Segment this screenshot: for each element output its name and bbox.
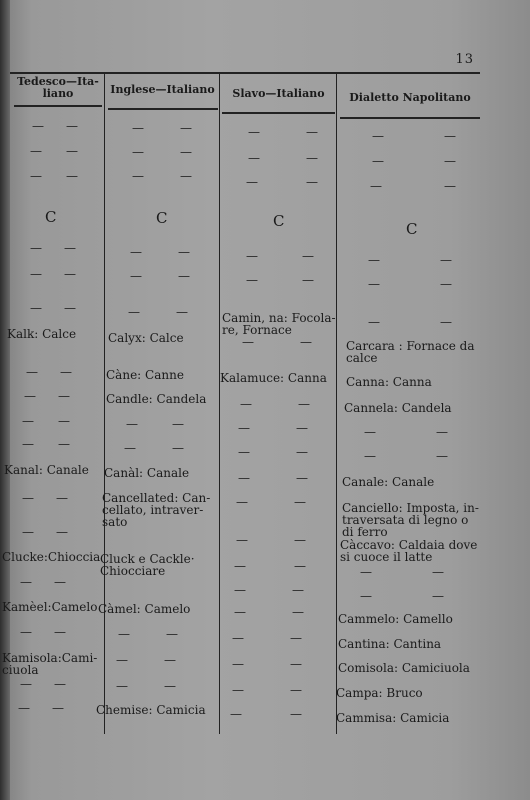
dash-mark: —: [130, 245, 142, 259]
dash-mark: —: [30, 267, 42, 281]
dash-mark: —: [24, 389, 36, 403]
header-rule-col4: [340, 117, 480, 119]
dash-mark: —: [176, 305, 188, 319]
dash-mark: —: [246, 249, 258, 263]
entry-cantina: Cantina: Cantina: [338, 637, 442, 651]
header-dialetto-napolitano: Dialetto Napolitano: [349, 91, 471, 104]
dash-mark: —: [180, 169, 192, 183]
page-number: 13: [455, 52, 474, 67]
dash-mark: —: [32, 119, 44, 133]
entry-kamisola: Kamisola:Cami- ciuola: [2, 651, 98, 677]
dash-mark: —: [164, 679, 176, 693]
dash-mark: —: [248, 151, 260, 165]
dash-mark: —: [58, 414, 70, 428]
dash-mark: —: [56, 491, 68, 505]
dash-mark: —: [54, 677, 66, 691]
dash-mark: —: [128, 305, 140, 319]
dash-mark: —: [298, 397, 310, 411]
dash-mark: —: [166, 627, 178, 641]
dash-mark: —: [132, 169, 144, 183]
dash-mark: —: [440, 277, 452, 291]
dash-mark: —: [66, 144, 78, 158]
dash-mark: —: [236, 495, 248, 509]
dash-mark: —: [440, 315, 452, 329]
dash-mark: —: [64, 267, 76, 281]
entry-camin: Camin, na: Focola- re, Fornace: [222, 311, 336, 337]
dash-mark: —: [368, 315, 380, 329]
dash-mark: —: [432, 589, 444, 603]
dash-mark: —: [132, 121, 144, 135]
header-rule-col1: [14, 105, 102, 107]
dash-mark: —: [294, 495, 306, 509]
dash-mark: —: [364, 425, 376, 439]
entry-cane: Càne: Canne: [106, 368, 184, 382]
dash-mark: —: [30, 144, 42, 158]
dash-mark: —: [292, 605, 304, 619]
dash-mark: —: [126, 417, 138, 431]
dash-mark: —: [248, 125, 260, 139]
dash-mark: —: [22, 525, 34, 539]
dash-mark: —: [180, 121, 192, 135]
entry-chemise: Chemise: Camicia: [96, 703, 206, 717]
entry-comisola: Comisola: Camiciuola: [338, 661, 470, 675]
dash-mark: —: [294, 559, 306, 573]
dash-mark: —: [296, 445, 308, 459]
dash-mark: —: [294, 533, 306, 547]
dash-mark: —: [178, 245, 190, 259]
dash-mark: —: [30, 301, 42, 315]
header-tedesco-italiano: Tedesco—Ita- liano: [17, 75, 99, 100]
entry-campa: Campa: Bruco: [336, 686, 423, 700]
dash-mark: —: [58, 389, 70, 403]
dash-mark: —: [234, 605, 246, 619]
dash-mark: —: [246, 175, 258, 189]
dash-mark: —: [238, 445, 250, 459]
dash-mark: —: [232, 683, 244, 697]
dash-mark: —: [130, 269, 142, 283]
dash-mark: —: [26, 365, 38, 379]
entry-canna: Canna: Canna: [346, 375, 432, 389]
dash-mark: —: [178, 269, 190, 283]
dash-mark: —: [234, 583, 246, 597]
dash-mark: —: [30, 169, 42, 183]
dash-mark: —: [54, 625, 66, 639]
dash-mark: —: [116, 679, 128, 693]
dash-mark: —: [20, 677, 32, 691]
dash-mark: —: [360, 565, 372, 579]
entry-clucke: Clucke:Chioccia: [2, 550, 101, 564]
dash-mark: —: [296, 421, 308, 435]
entry-cammisa: Cammisa: Camicia: [336, 711, 450, 725]
entry-kanal: Kanal: Canale: [4, 463, 89, 477]
entry-cannela: Cannela: Candela: [344, 401, 452, 415]
section-letter-col4: C: [406, 220, 418, 238]
page-binding-edge: [0, 0, 10, 800]
header-rule-col2: [108, 108, 218, 110]
dash-mark: —: [30, 241, 42, 255]
dash-mark: —: [236, 533, 248, 547]
dash-mark: —: [290, 631, 302, 645]
dash-mark: —: [22, 491, 34, 505]
dash-mark: —: [66, 119, 78, 133]
dash-mark: —: [302, 273, 314, 287]
header-slavo-italiano: Slavo—Italiano: [232, 87, 325, 100]
section-letter-col1: C: [45, 208, 57, 226]
dash-mark: —: [58, 437, 70, 451]
dash-mark: —: [292, 583, 304, 597]
dash-mark: —: [300, 335, 312, 349]
entry-kameel: Kamèel:Camelo: [2, 600, 98, 614]
dash-mark: —: [242, 335, 254, 349]
dash-mark: —: [290, 657, 302, 671]
dash-mark: —: [444, 179, 456, 193]
dash-mark: —: [20, 625, 32, 639]
dash-mark: —: [306, 125, 318, 139]
dash-mark: —: [18, 701, 30, 715]
dash-mark: —: [64, 301, 76, 315]
dash-mark: —: [22, 414, 34, 428]
dash-mark: —: [436, 425, 448, 439]
dash-mark: —: [54, 575, 66, 589]
dash-mark: —: [290, 683, 302, 697]
header-rule: [10, 72, 480, 74]
dash-mark: —: [60, 365, 72, 379]
header-rule-col3: [222, 112, 335, 114]
entry-calyx: Calyx: Calce: [108, 331, 184, 345]
dash-mark: —: [444, 154, 456, 168]
dash-mark: —: [116, 653, 128, 667]
dash-mark: —: [368, 253, 380, 267]
dash-mark: —: [296, 471, 308, 485]
dash-mark: —: [52, 701, 64, 715]
dash-mark: —: [118, 627, 130, 641]
dash-mark: —: [132, 145, 144, 159]
dash-mark: —: [240, 397, 252, 411]
dash-mark: —: [56, 525, 68, 539]
dash-mark: —: [22, 437, 34, 451]
dash-mark: —: [436, 449, 448, 463]
dash-mark: —: [302, 249, 314, 263]
dash-mark: —: [124, 441, 136, 455]
section-letter-col3: C: [273, 212, 285, 230]
column-divider-1: [104, 74, 105, 734]
entry-kalk: Kalk: Calce: [7, 327, 77, 341]
dash-mark: —: [306, 151, 318, 165]
entry-caccavo: Càccavo: Caldaia dove si cuoce il latte: [340, 538, 478, 564]
dash-mark: —: [232, 631, 244, 645]
dash-mark: —: [306, 175, 318, 189]
dash-mark: —: [172, 417, 184, 431]
dash-mark: —: [164, 653, 176, 667]
header-inglese-italiano: Inglese—Italiano: [110, 83, 215, 96]
entry-canale: Canale: Canale: [342, 475, 435, 489]
dash-mark: —: [290, 707, 302, 721]
entry-kalamuce: Kalamuce: Canna: [220, 371, 327, 385]
dash-mark: —: [234, 559, 246, 573]
entry-cluck: Cluck e Cackle· Chiocciare: [100, 552, 195, 578]
dash-mark: —: [20, 575, 32, 589]
dash-mark: —: [180, 145, 192, 159]
entry-carcara: Carcara : Fornace da calce: [346, 339, 475, 365]
entry-cancellated: Cancellated: Can- cellato, intraver- sato: [102, 491, 211, 529]
section-letter-col2: C: [156, 209, 168, 227]
entry-canal: Canàl: Canale: [104, 466, 190, 480]
dash-mark: —: [360, 589, 372, 603]
dash-mark: —: [66, 169, 78, 183]
dash-mark: —: [368, 277, 380, 291]
dash-mark: —: [444, 129, 456, 143]
dash-mark: —: [440, 253, 452, 267]
dash-mark: —: [172, 441, 184, 455]
dash-mark: —: [232, 657, 244, 671]
dash-mark: —: [238, 421, 250, 435]
entry-canciello: Canciello: Imposta, in- traversata di legno o di ferro: [342, 501, 479, 539]
dash-mark: —: [372, 129, 384, 143]
entry-candle: Candle: Candela: [106, 392, 207, 406]
dash-mark: —: [372, 154, 384, 168]
dash-mark: —: [64, 241, 76, 255]
dash-mark: —: [432, 565, 444, 579]
dash-mark: —: [370, 179, 382, 193]
dash-mark: —: [238, 471, 250, 485]
dash-mark: —: [246, 273, 258, 287]
entry-cammelo: Cammelo: Camello: [338, 612, 453, 626]
dash-mark: —: [364, 449, 376, 463]
dash-mark: —: [230, 707, 242, 721]
entry-camel: Càmel: Camelo: [98, 602, 191, 616]
